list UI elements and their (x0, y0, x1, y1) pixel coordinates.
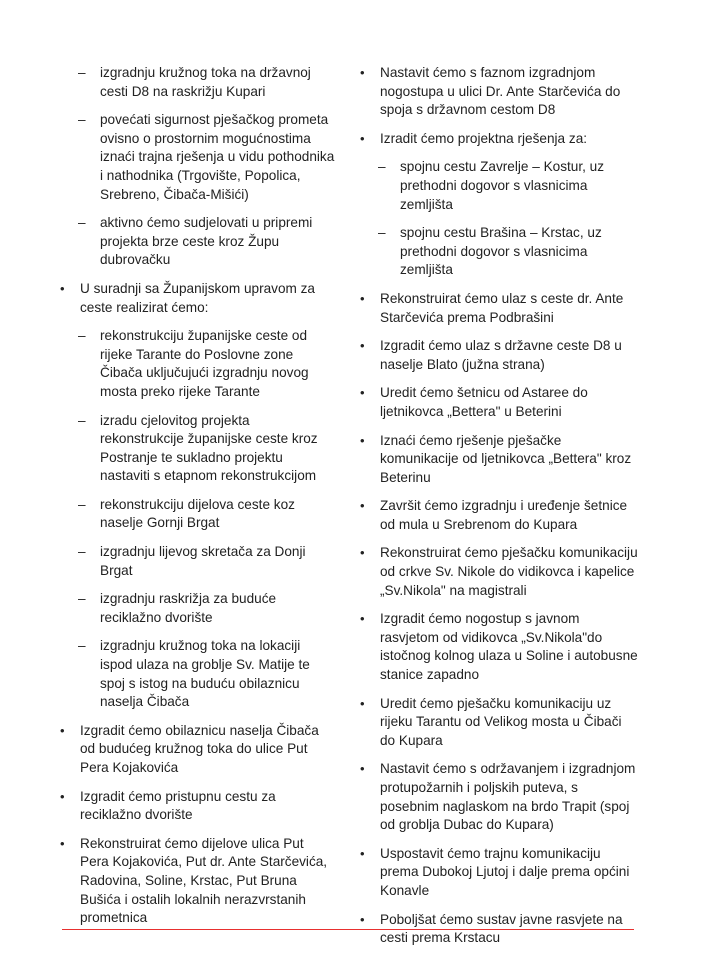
bullet-marker: • (360, 130, 365, 146)
bullet-item (358, 845, 640, 901)
item-text: Izgradit ćemo ulaz s državne ceste D8 u naselje Blato (južna strana) (380, 338, 622, 372)
item-text: Iznaći ćemo rješenje pješačke komunikacije od ljetnikovca „Bettera" kroz Beterinu (380, 432, 632, 485)
dash-marker: – (78, 591, 86, 607)
dash-marker: – (78, 65, 86, 80)
dash-marker: – (78, 412, 86, 428)
bullet-marker: • (60, 722, 65, 738)
item-text: aktivno ćemo sudjelovati u pripremi projekta brze ceste kroz Župu dubrovačku (100, 215, 313, 268)
bullet-item (58, 722, 336, 778)
bullet-item (358, 695, 640, 751)
left-list (58, 64, 336, 928)
item-text: Izradit ćemo projektna rješenja za: (380, 130, 588, 146)
bullet-item (58, 788, 336, 825)
bullet-item (358, 760, 640, 834)
bullet-marker: • (360, 65, 365, 80)
sub-item (58, 327, 336, 401)
bullet-marker: • (60, 280, 65, 296)
bullet-marker: • (60, 835, 65, 851)
item-text: rekonstrukciju dijelova ceste koz naselje Gornji Brgat (100, 496, 295, 531)
bullet-item (358, 64, 640, 120)
bullet-marker: • (360, 761, 365, 777)
item-text: Nastavit ćemo s održavanjem i izgradnjom protupožarnih i poljskih puteva, s posebnim naglaskom na brdo Trapit (spoj od groblja Dubac do Kupara) (380, 761, 636, 833)
item-text: Rekonstruirat ćemo dijelove ulica Put Pera Kojakovića, Put dr. Ante Starčevića, Radovina, Soline, Krstac, Put Bruna Bušića i ostalih lokalnih nerazvrstanih prometnica (80, 835, 328, 926)
bullet-item (358, 337, 640, 374)
item-text: izradu cjelovitog projekta rekonstrukcije županijske ceste kroz Postranje te sukladno projektu nastaviti s etapnom rekonstrukcijom (100, 412, 318, 484)
sub-item (58, 111, 336, 204)
sub-item (58, 496, 336, 533)
bullet-marker: • (360, 545, 365, 561)
footer-divider (62, 929, 634, 930)
bullet-item (358, 130, 640, 149)
item-text: povećati sigurnost pješačkog prometa ovisno o prostornim mogućnostima iznaći trajna rješenja u vidu pothodnika i nathodnika (Trgovište, Popolica, Srebreno, Čibača-Mišići) (100, 112, 335, 202)
bullet-marker: • (360, 845, 365, 861)
right-column (358, 64, 640, 958)
sub-item (58, 590, 336, 627)
item-text: Izgradit ćemo pristupnu cestu za reciklažno dvorište (80, 788, 276, 823)
dash-marker: – (78, 328, 86, 344)
item-text: Uredit ćemo šetnicu od Astaree do ljetnikovca „Bettera" u Beterini (380, 385, 588, 419)
item-text: Rekonstruirat ćemo pješačku komunikaciju od crkve Sv. Nikole do vidikovca i kapelice „Sv.Nikola" na magistrali (380, 545, 638, 598)
sub-item (58, 214, 336, 270)
bullet-marker: • (360, 498, 365, 514)
sub-item (58, 412, 336, 486)
dash-marker: – (78, 215, 86, 231)
item-text: Uspostavit ćemo trajnu komunikaciju prema Dubokoj Ljutoj i dalje prema općini Konavle (380, 845, 630, 898)
bullet-marker: • (360, 611, 365, 627)
bullet-marker: • (360, 695, 365, 711)
sub-item (58, 543, 336, 580)
item-text: Rekonstruirat ćemo ulaz s ceste dr. Ante Starčevića prema Podbrašini (380, 290, 624, 325)
item-text: Uredit ćemo pješačku komunikaciju uz rijeku Tarantu od Velikog mosta u Čibači do Kupara (380, 695, 622, 748)
dash-marker: – (78, 544, 86, 560)
bullet-marker: • (360, 338, 365, 354)
bullet-item (358, 290, 640, 327)
bullet-marker: • (360, 911, 365, 927)
item-text: Nastavit ćemo s faznom izgradnjom nogostupa u ulici Dr. Ante Starčevića do spoja s državnom cestom D8 (380, 65, 621, 118)
bullet-item (58, 280, 336, 317)
dash-marker: – (378, 225, 386, 241)
item-text: izgradnju raskrižja za buduće reciklažno dvorište (100, 591, 277, 625)
bullet-item (358, 384, 640, 421)
item-text: izgradnju kružnog toka na državnoj cesti D8 na raskrižju Kupari (100, 65, 311, 99)
dash-marker: – (78, 112, 86, 128)
item-text: rekonstrukciju županijske ceste od rijeke Tarante do Poslovne zone Čibača uključujući izgradnju novog mosta preko rijeke Tarante (100, 328, 309, 399)
bullet-item (358, 610, 640, 684)
item-text: spojnu cestu Brašina – Krstac, uz prethodni dogovor s vlasnicima zemljišta (400, 225, 602, 278)
sub-item (58, 637, 336, 711)
item-text: Izgradit ćemo obilaznicu naselja Čibača od budućeg kružnog toka do ulice Put Pera Kojakovića (80, 722, 319, 775)
sub-item (358, 158, 640, 214)
left-column (58, 64, 336, 938)
dash-marker: – (378, 159, 386, 175)
bullet-marker: • (360, 432, 365, 448)
item-text: U suradnji sa Županijskom upravom za ceste realizirat ćemo: (80, 280, 315, 315)
bullet-marker: • (60, 788, 65, 804)
item-text: izgradnju lijevog skretača za Donji Brgat (100, 544, 306, 578)
item-text: izgradnju kružnog toka na lokaciji ispod ulaza na groblje Sv. Matije te spoj s istog na buduću obilaznicu naselja Čibača (100, 638, 310, 710)
right-list (358, 64, 640, 948)
dash-marker: – (78, 496, 86, 512)
bullet-item (358, 432, 640, 488)
bullet-marker: • (360, 385, 365, 401)
bullet-marker: • (360, 290, 365, 306)
bullet-item (358, 544, 640, 600)
bullet-item (358, 497, 640, 534)
dash-marker: – (78, 638, 86, 654)
item-text: Završit ćemo izgradnju i uređenje šetnice od mula u Srebrenom do Kupara (380, 498, 628, 532)
sub-item (358, 224, 640, 280)
bullet-item (58, 835, 336, 928)
item-text: spojnu cestu Zavrelje – Kostur, uz prethodni dogovor s vlasnicima zemljišta (400, 159, 605, 212)
sub-item (58, 64, 336, 101)
item-text: Izgradit ćemo nogostup s javnom rasvjetom od vidikovca „Sv.Nikola"do istočnog kolnog ulaza u Soline i autobusne stanice zapadno (380, 611, 638, 683)
item-text: Poboljšat ćemo sustav javne rasvjete na cesti prema Krstacu (380, 911, 623, 946)
